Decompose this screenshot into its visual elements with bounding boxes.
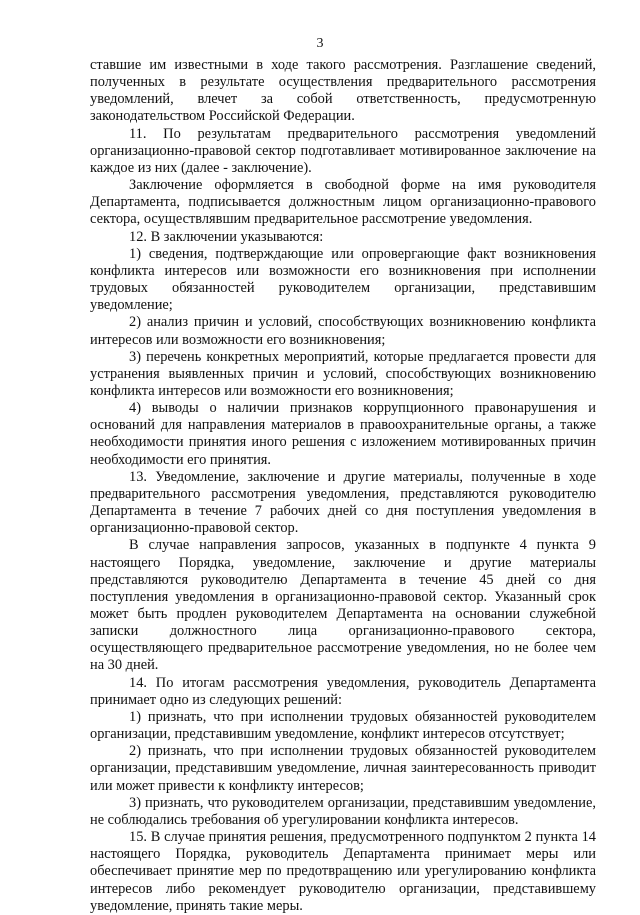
paragraph-12-item-2: 2) анализ причин и условий, способствующих возникновению конфликта интересов или возможности его возникновения;	[90, 314, 596, 348]
paragraph-continuation: ставшие им известными в ходе такого рассмотрения. Разглашение сведений, полученных в результате осуществления предварительного рассмотрения уведомлений, влечет за собой ответственность, предусмотренную законодательством Российской Федерации.	[90, 57, 596, 125]
paragraph-13: 13. Уведомление, заключение и другие материалы, полученные в ходе предварительного рассмотрения уведомления, представляются руководителю Департамента в течение 7 рабочих дней со дня поступления уведомления в организационно-правовой сектор.	[90, 468, 596, 537]
page-number: 3	[316, 36, 324, 51]
paragraph-12-item-4: 4) выводы о наличии признаков коррупционного правонарушения и оснований для направления материалов в правоохранительные органы, а также необходимости принятия иного решения с изложением мотивированных причин необходимости его принятия.	[90, 400, 596, 468]
paragraph-14: 14. По итогам рассмотрения уведомления, руководитель Департамента принимает одно из следующих решений:	[90, 674, 596, 708]
paragraph-13-requests: В случае направления запросов, указанных в подпункте 4 пункта 9 настоящего Порядка, уведомление, заключение и другие материалы представляются руководителю Департамента в течение 45 дней со дня поступления уведомления в организационно-правовой сектор. Указанный срок может быть продлен руководителем Департамента на основании служебной записки должностного лица организационно-правового сектора, осуществляющего предварительное рассмотрение уведомления, но не более чем на 30 дней.	[90, 537, 596, 674]
paragraph-14-item-3: 3) признать, что руководителем организации, представившим уведомление, не соблюдались требования об урегулировании конфликта интересов.	[90, 794, 596, 828]
paragraph-15: 15. В случае принятия решения, предусмотренного подпунктом 2 пункта 14 настоящего Порядка, руководитель Департамента принимает меры или обеспечивает принятие мер по предотвращению или урегулированию конфликта интересов либо рекомендует руководителю организации, представившему уведомление, принять такие меры.	[90, 829, 596, 914]
paragraph-14-item-1: 1) признать, что при исполнении трудовых обязанностей руководителем организации, представившим уведомление, конфликт интересов отсутствует;	[90, 708, 596, 743]
paragraph-12: 12. В заключении указываются:	[129, 228, 324, 245]
paragraph-12-item-1: 1) сведения, подтверждающие или опровергающие факт возникновения конфликта интересов или возможности его возникновения при исполнении трудовых обязанностей руководителем организации, представившим уведомление;	[90, 245, 596, 314]
paragraph-conclusion-form: Заключение оформляется в свободной форме на имя руководителя Департамента, подписывается должностным лицом организационно-правового сектора, осуществлявшим предварительное рассмотрение уведомления.	[90, 177, 596, 228]
paragraph-12-item-3: 3) перечень конкретных мероприятий, которые предлагается провести для устранения выявленных причин и условий, способствующих возникновению конфликта интересов или возможности его возникновения;	[90, 348, 596, 399]
paragraph-14-item-2: 2) признать, что при исполнении трудовых обязанностей руководителем организации, представившим уведомление, личная заинтересованность приводит или может привести к конфликту интересов;	[90, 743, 596, 794]
paragraph-11: 11. По результатам предварительного рассмотрения уведомлений организационно-правовой сектор подготавливает мотивированное заключение на каждое из них (далее - заключение).	[90, 125, 596, 176]
document-body	[90, 57, 596, 915]
